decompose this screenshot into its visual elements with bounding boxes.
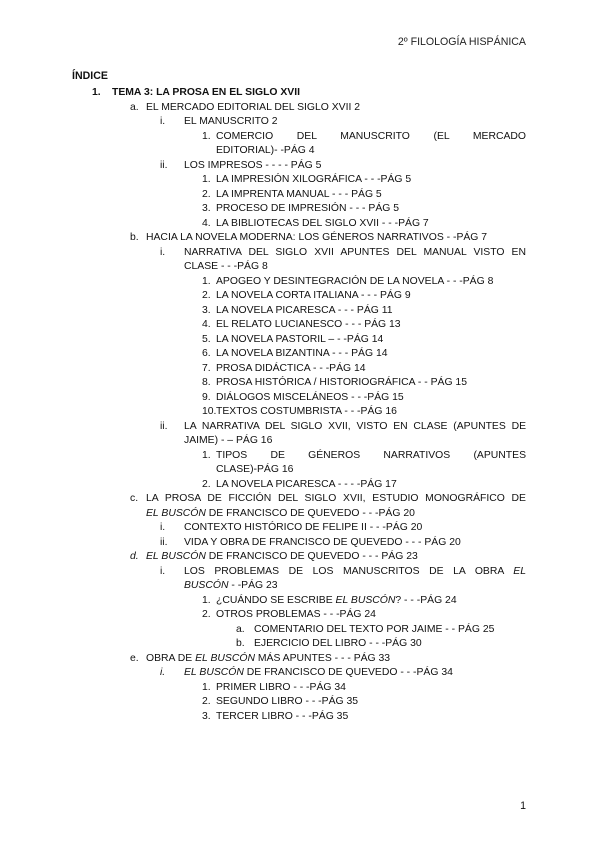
entry-text-part: EJERCICIO DEL LIBRO - - -PÁG 30 — [254, 638, 422, 649]
toc-entry-text — [216, 362, 526, 376]
book-title: BUSCÓN — [184, 580, 229, 591]
toc-entry-marker: 2. — [202, 696, 211, 707]
toc-entry-marker — [130, 507, 146, 521]
toc-entry — [202, 681, 526, 695]
toc-entry-marker: 1. — [92, 87, 101, 98]
entry-text-part: LOS IMPRESOS - - - - PÁG 5 — [184, 159, 322, 171]
toc-entry-text — [184, 565, 526, 579]
entry-text-part: NARRATIVA DEL SIGLO XVII APUNTES DEL MANUAL VISTO EN — [184, 246, 526, 258]
toc-entry-marker: b. — [130, 232, 139, 243]
toc-entry — [202, 695, 526, 709]
toc-entry — [160, 159, 526, 173]
entry-text-part: EL MERCADO EDITORIAL DEL SIGLO XVII 2 — [146, 101, 361, 113]
toc-entry — [202, 275, 526, 289]
entry-text-part: DE FRANCISCO DE QUEVEDO - - - PÁG 23 — [205, 551, 418, 562]
toc-entry-text — [146, 101, 526, 115]
entry-text-part: MÁS APUNTES - - - PÁG 33 — [254, 652, 391, 664]
toc-entry-marker: 1. — [202, 681, 211, 693]
toc-entry — [130, 652, 526, 666]
toc-entry-marker: 8. — [202, 377, 211, 388]
entry-text-part: PROCESO DE IMPRESIÓN - - - PÁG 5 — [216, 203, 400, 214]
toc-entry — [202, 130, 526, 144]
toc-entry-text — [216, 594, 526, 608]
toc-entry-marker: 3. — [202, 710, 211, 722]
toc-entry-text — [216, 333, 526, 347]
toc-entry-text — [254, 623, 526, 637]
toc-entry-text — [184, 260, 526, 274]
toc-entry-marker — [202, 463, 216, 477]
toc-entry — [202, 449, 526, 463]
entry-text-part: LA NOVELA CORTA ITALIANA - - - PÁG 9 — [216, 290, 411, 301]
entry-text-part: COMENTARIO DEL TEXTO POR JAIME - - PÁG 25 — [254, 623, 495, 635]
toc-entry — [160, 434, 526, 448]
toc-entry-text — [216, 405, 526, 419]
toc-entry-text — [216, 318, 526, 332]
toc-entry — [202, 478, 526, 492]
toc-entry — [202, 202, 526, 216]
entry-text-part: - -PÁG 23 — [228, 580, 278, 591]
toc-entry-marker: 2. — [202, 188, 211, 200]
entry-text-part: LA IMPRESIÓN XILOGRÁFICA - - -PÁG 5 — [216, 174, 412, 185]
toc-entry — [160, 536, 526, 550]
toc-entry-marker: 2. — [202, 609, 211, 620]
toc-entry-marker: 1. — [202, 594, 211, 606]
toc-entry-marker: 5. — [202, 333, 211, 345]
entry-text-part: DE FRANCISCO DE QUEVEDO - - -PÁG 20 — [205, 507, 415, 519]
toc-entry — [202, 188, 526, 202]
entry-text-part: COMERCIO DEL MANUSCRITO (EL MERCADO — [216, 130, 526, 142]
toc-entry-text — [184, 420, 526, 434]
toc-entry — [160, 246, 526, 260]
entry-text-part: TEXTOS COSTUMBRISTA - - -PÁG 16 — [216, 406, 397, 417]
toc-entry-text — [184, 579, 526, 593]
toc-entry — [202, 376, 526, 390]
toc-entry — [202, 405, 526, 419]
toc-entry-marker: ii. — [160, 536, 168, 548]
toc-entry-text — [146, 507, 526, 521]
toc-entry-marker: a. — [236, 623, 245, 635]
entry-text-part: VIDA Y OBRA DE FRANCISCO DE QUEVEDO - - - PÁG 20 — [184, 536, 461, 548]
toc-entry-text — [216, 188, 526, 202]
toc-entry-marker: 1. — [202, 275, 211, 287]
book-title: EL BUSCÓN — [184, 667, 244, 678]
entry-text-part: HACIA LA NOVELA MODERNA: LOS GÉNEROS NARRATIVOS - -PÁG 7 — [146, 232, 488, 243]
toc-heading: ÍNDICE — [72, 70, 108, 82]
toc-entry — [202, 463, 526, 477]
toc-entry-marker: 4. — [202, 319, 211, 330]
toc-entry-text — [184, 536, 526, 550]
entry-text-part: TERCER LIBRO - - -PÁG 35 — [216, 710, 349, 722]
toc-entry-marker: b. — [236, 638, 245, 649]
toc-entry — [130, 550, 526, 564]
entry-text-part: PRIMER LIBRO - - -PÁG 34 — [216, 681, 346, 693]
toc-entry-text — [146, 550, 526, 564]
toc-entry-marker: 2. — [202, 478, 211, 490]
toc-entry — [130, 492, 526, 506]
entry-text-part: LA NARRATIVA DEL SIGLO XVII, VISTO EN CLASE (APUNTES DE — [184, 420, 526, 432]
toc-entry — [202, 144, 526, 158]
toc-entry-text — [112, 86, 526, 100]
book-title: EL — [513, 565, 526, 577]
toc-entry — [160, 260, 526, 274]
entry-text-part: CLASE)-PÁG 16 — [216, 464, 294, 475]
toc-entry-text — [216, 695, 526, 709]
toc-entry-marker: 3. — [202, 203, 211, 214]
entry-text-part: PROSA HISTÓRICA / HISTORIOGRÁFICA - - PÁG 15 — [216, 377, 467, 388]
entry-text-part: LA BIBLIOTECAS DEL SIGLO XVII - - -PÁG 7 — [216, 217, 429, 229]
toc-entry-text — [216, 130, 526, 144]
toc-entry-marker: 1. — [202, 449, 211, 461]
toc-entry — [202, 594, 526, 608]
toc-entry — [160, 579, 526, 593]
toc-entry-marker — [160, 260, 184, 274]
toc-entry — [202, 173, 526, 187]
entry-text-part: EL RELATO LUCIANESCO - - - PÁG 13 — [216, 319, 401, 330]
toc-entry-marker: a. — [130, 101, 139, 113]
toc-entry — [130, 231, 526, 245]
toc-entry — [202, 318, 526, 332]
toc-entry — [202, 391, 526, 405]
toc-entry — [202, 347, 526, 361]
book-title: EL BUSCÓN — [146, 507, 206, 519]
toc-entry-text — [216, 202, 526, 216]
toc-entry-text — [184, 666, 526, 680]
toc-entry — [160, 565, 526, 579]
toc-entry-text — [216, 173, 526, 187]
book-title: EL BUSCÓN — [195, 652, 255, 664]
toc-entry-marker: i. — [160, 522, 166, 533]
toc-entry — [92, 86, 526, 100]
entry-text-part: LA NOVELA BIZANTINA - - - PÁG 14 — [216, 348, 388, 359]
toc-entry — [160, 115, 526, 129]
toc-entry-marker: ii. — [160, 420, 168, 432]
toc-entry — [202, 304, 526, 318]
toc-entry — [236, 637, 526, 651]
entry-text-part: CLASE - - -PÁG 8 — [184, 261, 268, 272]
toc-entry-text — [216, 391, 526, 405]
toc-entry-marker: 1. — [202, 130, 211, 142]
entry-text-part: TIPOS DE GÉNEROS NARRATIVOS (APUNTES — [216, 449, 526, 461]
entry-text-part: LA NOVELA PICARESCA - - - PÁG 11 — [216, 304, 393, 316]
toc-entry — [160, 521, 526, 535]
toc-entry-text — [216, 289, 526, 303]
page-number: 1 — [520, 800, 526, 812]
toc-entry-marker — [160, 434, 184, 448]
toc-entry-marker: e. — [130, 652, 139, 664]
toc-entry-text — [216, 463, 526, 477]
toc-entry — [202, 608, 526, 622]
toc-entry-text — [146, 492, 526, 506]
entry-text-part: LA NOVELA PASTORIL – - -PÁG 14 — [216, 333, 384, 345]
toc-entry-text — [216, 217, 526, 231]
toc-entry-marker: d. — [130, 551, 139, 562]
entry-text-part: LA NOVELA PICARESCA - - - -PÁG 17 — [216, 478, 397, 490]
toc-entry-marker: ii. — [160, 159, 168, 171]
toc-entry-marker — [202, 144, 216, 158]
toc-entry-text — [216, 608, 526, 622]
toc-entry-marker: 7. — [202, 362, 211, 374]
toc-entry-text — [216, 304, 526, 318]
entry-text-part: LA PROSA DE FICCIÓN DEL SIGLO XVII, ESTUDIO MONOGRÁFICO DE — [146, 493, 526, 504]
toc-entry-text — [216, 376, 526, 390]
toc-entry-text — [146, 231, 526, 245]
course-header: 2º FILOLOGÍA HISPÁNICA — [397, 36, 526, 48]
entry-text-part: OTROS PROBLEMAS - - -PÁG 24 — [216, 609, 376, 620]
toc-entry-text — [216, 449, 526, 463]
entry-text-part: APOGEO Y DESINTEGRACIÓN DE LA NOVELA - - -PÁG 8 — [216, 275, 494, 287]
toc-entry-text — [184, 159, 526, 173]
toc-entry-text — [184, 246, 526, 260]
toc-entry-text — [216, 478, 526, 492]
entry-text-part: TEMA 3: LA PROSA EN EL SIGLO XVII — [112, 87, 301, 98]
entry-text-part: LOS PROBLEMAS DE LOS MANUSCRITOS DE LA OBRA — [184, 565, 514, 577]
toc-entry-marker: c. — [130, 493, 139, 504]
entry-text-part: LA IMPRENTA MANUAL - - - PÁG 5 — [216, 188, 382, 200]
toc-entry-text — [216, 144, 526, 158]
entry-text-part: OBRA DE — [146, 652, 196, 664]
toc-entry-text — [184, 434, 526, 448]
toc-entry — [202, 217, 526, 231]
entry-text-part: DIÁLOGOS MISCELÁNEOS - - -PÁG 15 — [216, 391, 404, 403]
entry-text-part: JAIME) - – PÁG 16 — [184, 435, 273, 446]
entry-text-part: ? - - -PÁG 24 — [395, 594, 457, 606]
toc-entry — [202, 333, 526, 347]
entry-text-part: DE FRANCISCO DE QUEVEDO - - -PÁG 34 — [243, 667, 453, 678]
toc-entry — [202, 362, 526, 376]
toc-entry-marker: i. — [160, 667, 166, 678]
toc-entry — [202, 289, 526, 303]
entry-text-part: EL MANUSCRITO 2 — [184, 116, 278, 127]
toc-entry-text — [184, 521, 526, 535]
book-title: EL BUSCÓN — [335, 594, 396, 606]
toc-entry — [130, 101, 526, 115]
toc-entry-marker: 9. — [202, 391, 211, 403]
toc-entry-marker: 1. — [202, 174, 211, 185]
toc-entry-marker: 6. — [202, 348, 211, 359]
toc-entry-marker: 10. — [202, 406, 217, 417]
toc-entry — [130, 507, 526, 521]
toc-entry-text — [216, 681, 526, 695]
entry-text-part: ¿CUÁNDO SE ESCRIBE — [216, 594, 336, 606]
toc-entry-marker: i. — [160, 565, 166, 577]
toc-entry-text — [216, 275, 526, 289]
toc-entry-marker: i. — [160, 116, 166, 127]
toc-entry-marker: 2. — [202, 290, 211, 301]
toc-entry-marker: 3. — [202, 304, 211, 316]
toc-entry-text — [254, 637, 526, 651]
toc-entry-marker — [160, 579, 184, 593]
toc-entry-text — [184, 115, 526, 129]
toc-entry-text — [216, 710, 526, 724]
toc-entry — [160, 666, 526, 680]
entry-text-part: EDITORIAL)- -PÁG 4 — [216, 145, 315, 156]
toc-entry — [202, 710, 526, 724]
toc-entry — [160, 420, 526, 434]
toc-entry-marker: i. — [160, 246, 166, 258]
entry-text-part: SEGUNDO LIBRO - - -PÁG 35 — [216, 696, 359, 707]
book-title: EL BUSCÓN — [146, 551, 206, 562]
toc-entry-text — [216, 347, 526, 361]
toc-entry — [236, 623, 526, 637]
toc-entry-marker: 4. — [202, 217, 211, 229]
entry-text-part: PROSA DIDÁCTICA - - -PÁG 14 — [216, 362, 366, 374]
toc-entry-text — [146, 652, 526, 666]
entry-text-part: CONTEXTO HISTÓRICO DE FELIPE II - - -PÁG 20 — [184, 522, 423, 533]
